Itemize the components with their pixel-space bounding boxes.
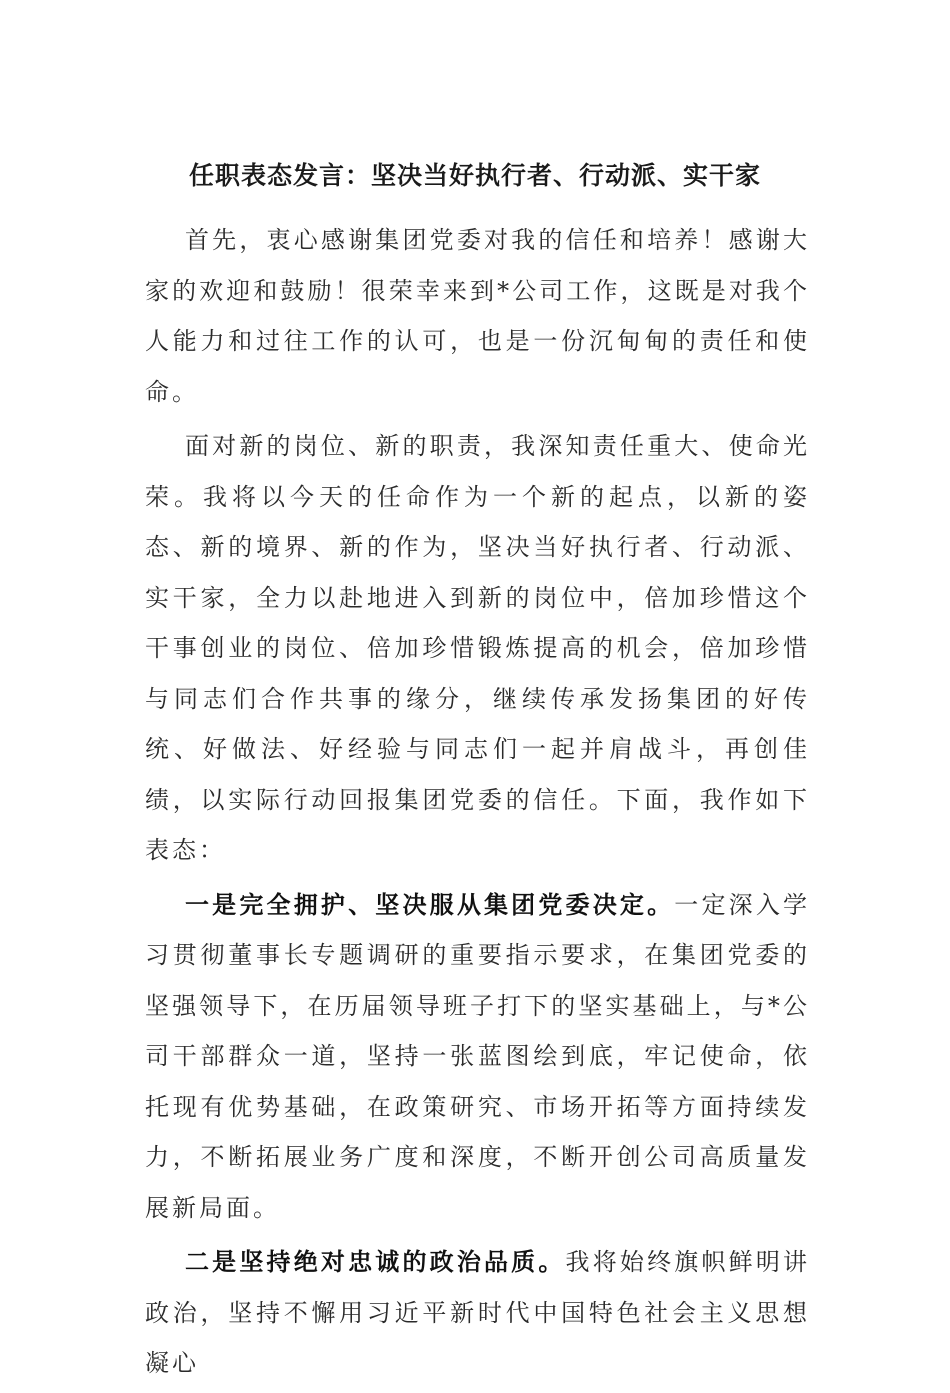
paragraph-text: 面对新的岗位、新的职责，我深知责任重大、使命光荣。我将以今天的任命作为一个新的起点，以新的姿态、新的境界、新的作为，坚决当好执行者、行动派、实干家，全力以赴地进入到新的岗位中，倍加珍惜这个干事创业的岗位、倍加珍惜锻炼提高的机会，倍加珍惜与同志们合作共事的缘分，继续传承发扬集团的好传统、好做法、好经验与同志们一起并肩战斗，再创佳绩，以实际行动回报集团党委的信任。下面，我作如下表态： [145,432,810,864]
paragraph-point-one [145,880,810,1234]
paragraph-text: 一定深入学习贯彻董事长专题调研的重要指示要求，在集团党委的坚强领导下，在历届领导班子打下的坚实基础上，与*公司干部群众一道，坚持一张蓝图绘到底，牢记使命，依托现有优势基础，在政策研究、市场开拓等方面持续发力，不断拓展业务广度和深度，不断开创公司高质量发展新局面。 [145,890,811,1222]
paragraph-point-two [145,1237,810,1389]
paragraph-lead: 二是坚持绝对忠诚的政治品质。 [185,1247,566,1276]
paragraph-text: 我将始终旗帜鲜明讲政治，坚持不懈用习近平新时代中国特色社会主义思想凝心 [145,1248,811,1377]
paragraph-gratitude [145,215,810,417]
paragraph-text: 首先，衷心感谢集团党委对我的信任和培养！感谢大家的欢迎和鼓励！很荣幸来到*公司工作，这既是对我个人能力和过往工作的认可，也是一份沉甸甸的责任和使命。 [145,226,810,406]
document-title: 任职表态发言：坚决当好执行者、行动派、实干家 [188,161,761,190]
paragraph-new-position [145,421,810,876]
paragraph-lead: 一是完全拥护、坚决服从集团党委决定。 [185,889,675,919]
document-body [145,215,810,1393]
